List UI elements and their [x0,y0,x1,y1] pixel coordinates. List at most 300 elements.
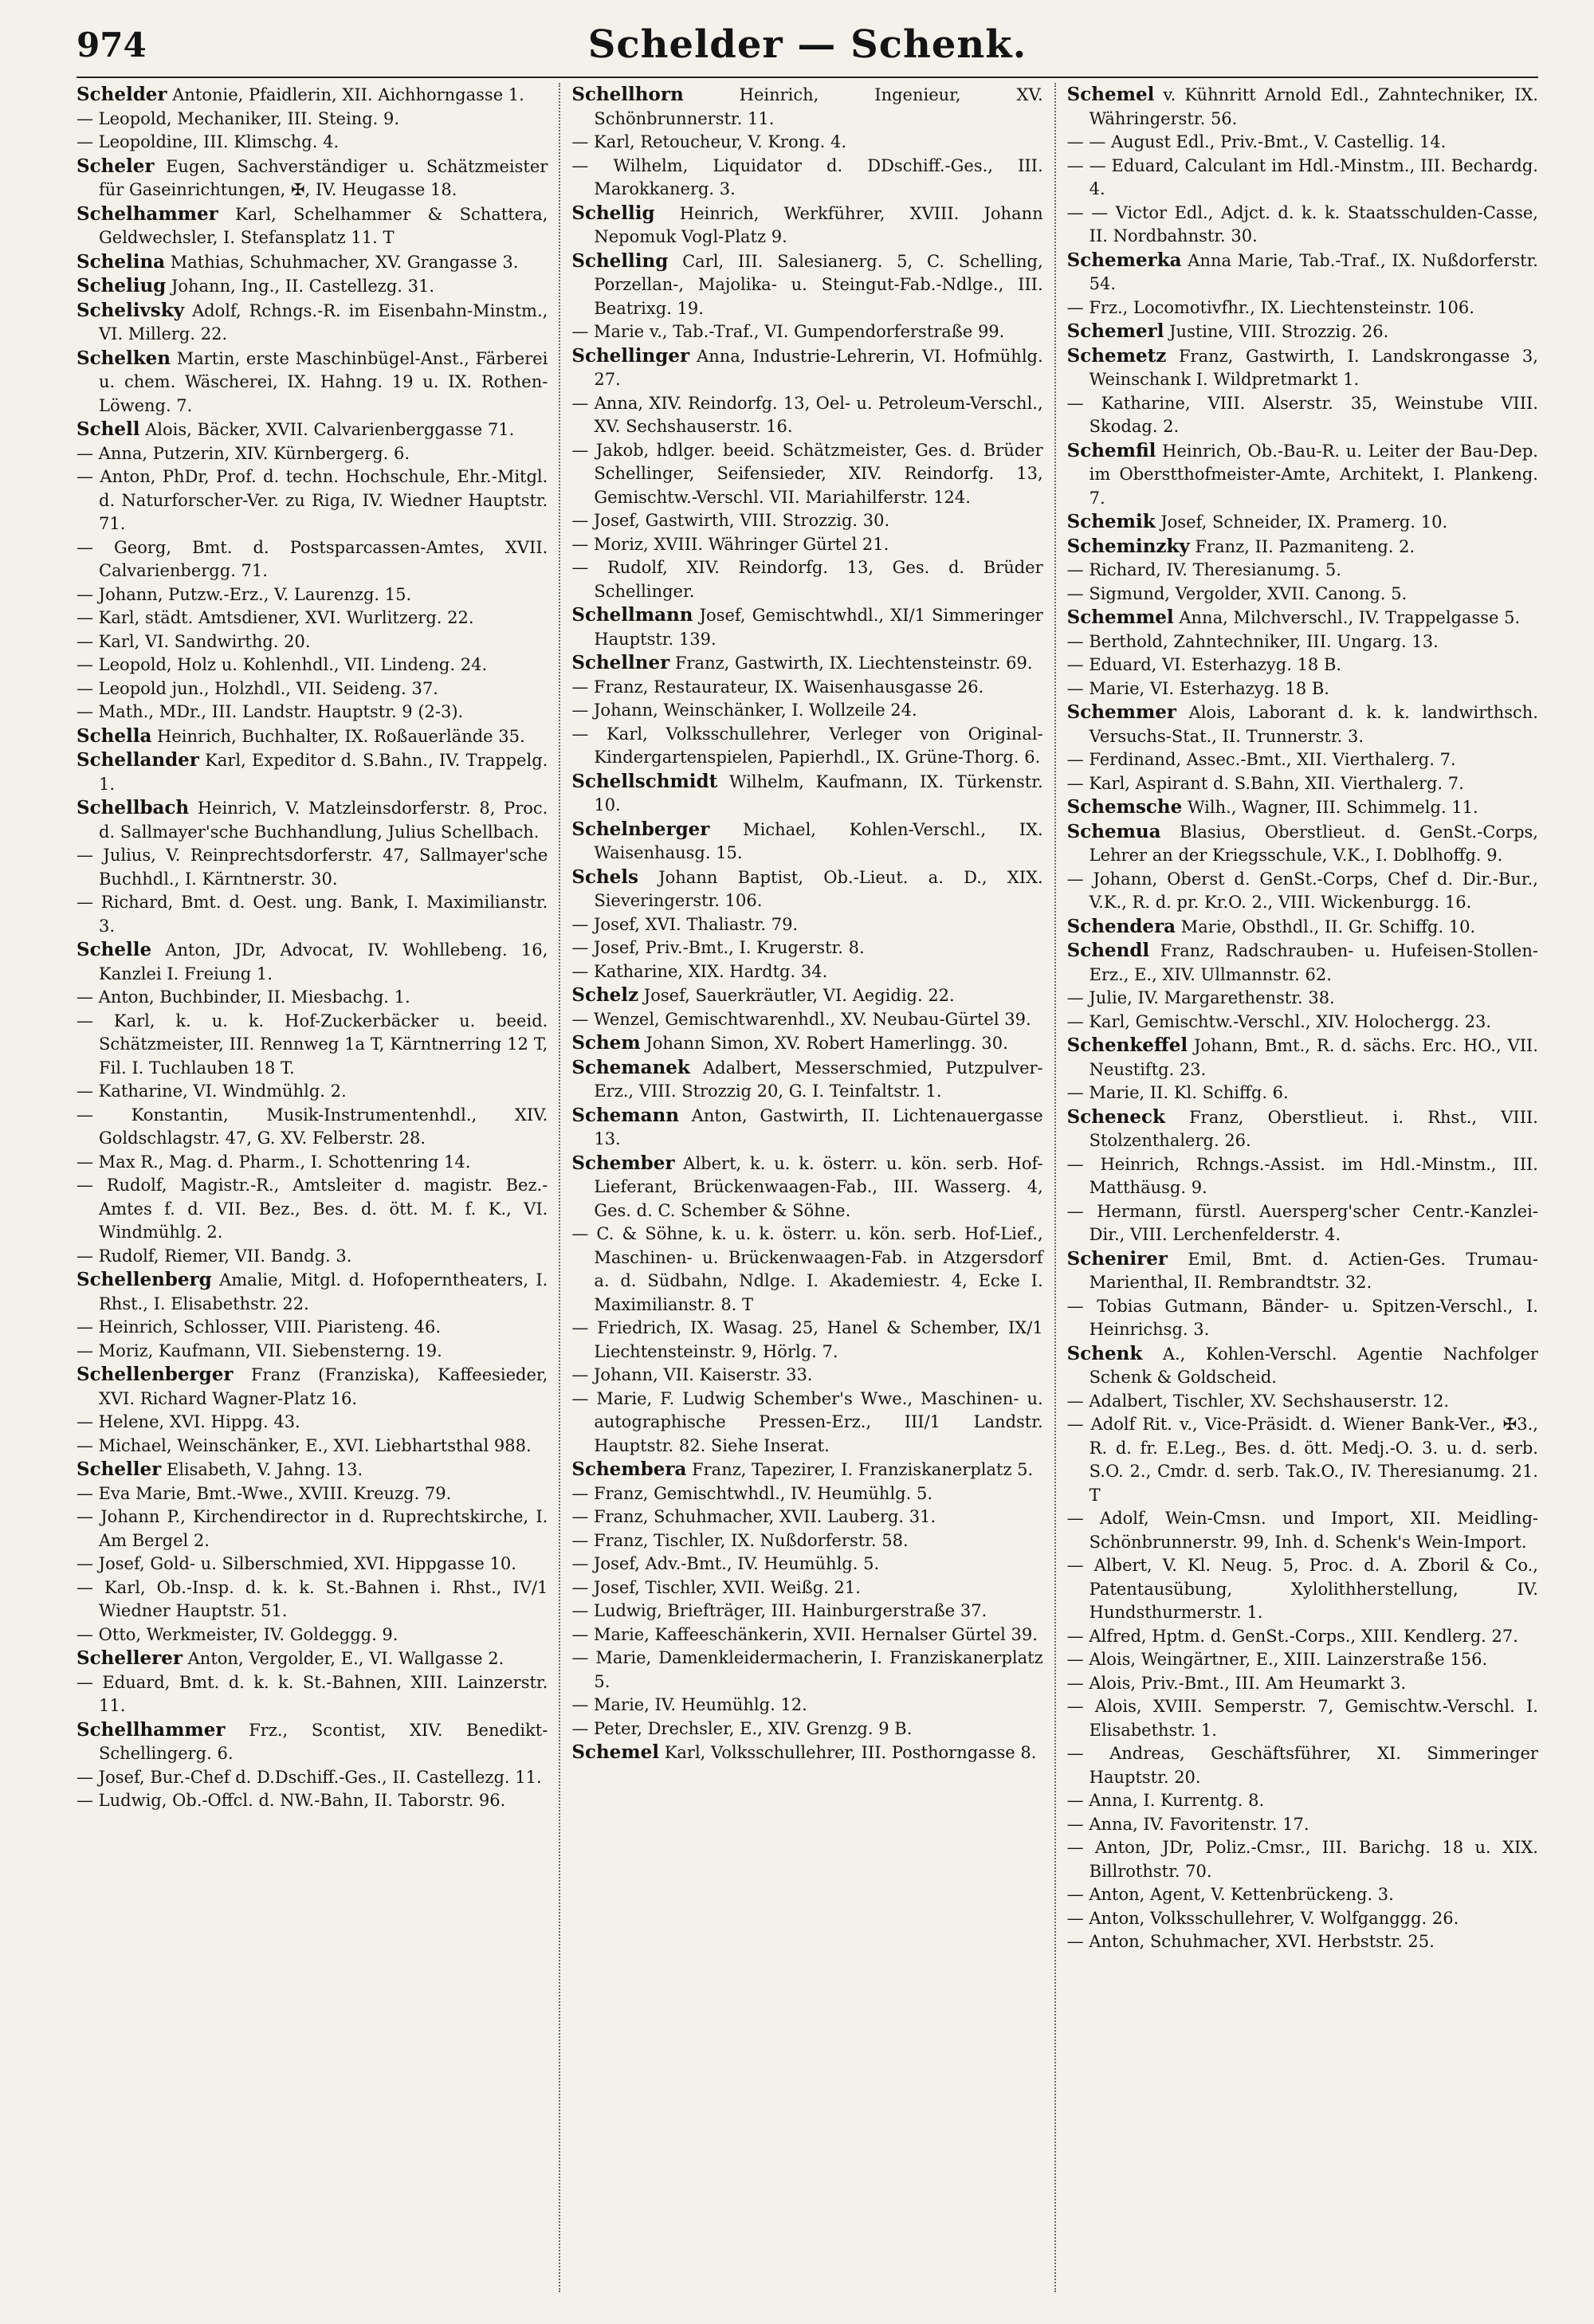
directory-entry [571,1647,1042,1694]
entry-text: Frz., Scontist, XIV. Benedikt-Schellingerg. 6. [99,1720,548,1763]
entry-text: Heinrich, Ob.-Bau-R. u. Leiter der Bau-Dep. im Oberstthofmeister-Amte, Architekt, I. Plankeng. 7. [1089,441,1538,508]
directory-entry [1067,583,1538,607]
directory-entry [77,938,548,986]
entry-surname: Schemua [1066,820,1161,842]
entry-surname: Schelling [571,249,669,272]
directory-entry [1067,1742,1538,1789]
entry-surname: Schelivsky [77,299,185,321]
directory-entry [571,603,1042,651]
directory-entry [1067,1625,1538,1649]
directory-entry [1067,820,1538,868]
entry-text: — Leopoldine, III. Klimschg. 4. [77,132,340,151]
directory-entry [571,699,1042,723]
directory-entry [77,131,548,155]
entry-text: Johann Simon, XV. Robert Hamerlingg. 30. [646,1034,1008,1053]
entry-surname: Schemetz [1066,344,1167,367]
directory-entry [1067,987,1538,1011]
entry-surname: Scheller [77,1458,162,1480]
directory-entry [77,654,548,677]
directory-entry [77,583,548,607]
entry-text: — Wilhelm, Liquidator d. DDschiff.-Ges., III. Marokkanerg. 3. [571,155,1043,198]
entry-text: — Franz, Restaurateur, IX. Waisenhausgasse 26. [571,677,984,697]
directory-entry [1067,939,1538,987]
entry-text: — Anton, Schuhmacher, XVI. Herbststr. 25. [1066,1932,1435,1951]
entry-surname: Schember [571,1152,675,1174]
directory-entry [571,1576,1042,1600]
entry-text: Elisabeth, V. Jahng. 13. [166,1460,363,1479]
entry-text: — Anna, Putzerin, XIV. Kürnbergerg. 6. [77,443,410,463]
entry-text: — Katharine, XIX. Hardtg. 34. [571,961,828,981]
entry-text: — Karl, Aspirant d. S.Bahn, XII. Vierthalerg. 7. [1066,773,1464,793]
directory-entry [77,1363,548,1411]
entry-text: Heinrich, Buchhalter, IX. Roßauerlände 35. [157,726,525,746]
entry-text: — Alois, Priv.-Bmt., III. Am Heumarkt 3. [1066,1673,1407,1693]
entry-text: — Karl, Volksschullehrer, Verleger von Original-Kindergartenspielen, Papierhdl., IX. Grüne-Thorg. 6. [571,724,1043,767]
entry-surname: Schellbach [77,797,190,819]
entry-text: — Alois, XVIII. Semperstr. 7, Gemischtw.-Verschl. I. Elisabethstr. 1. [1066,1697,1538,1740]
entry-surname: Scheneck [1066,1105,1165,1128]
entry-text: — Ludwig, Briefträger, III. Hainburgerstraße 37. [571,1601,987,1620]
directory-entry [571,1388,1042,1458]
entry-text: — Berthold, Zahntechniker, III. Ungarg. 13. [1066,631,1439,651]
directory-entry [1067,1836,1538,1883]
directory-entry [77,1671,548,1718]
entry-text: Anna, Industrie-Lehrerin, VI. Hofmühlg. 27. [594,346,1043,389]
directory-entry [1067,1930,1538,1954]
directory-entry [571,1600,1042,1623]
entry-text: Amalie, Mitgl. d. Hofoperntheaters, I. Rhst., I. Elisabethstr. 22. [99,1270,548,1313]
header-rule [77,77,1538,78]
entry-text: — Adolf Rit. v., Vice-Präsidt. d. Wiener Bank-Ver., ✠3., R. d. fr. E.Leg., Bes. d. ött. Medj.-O. 3. u. d. serb. S.O. 2., Cmdr. d. serb. Tak.O., IV. Theresianumg. 21. T [1066,1415,1538,1505]
entry-text: Alois, Bäcker, XVII. Calvarienberggasse 71. [145,420,515,439]
entry-text: — Alois, Weingärtner, E., XIII. Lainzerstraße 156. [1066,1650,1488,1669]
entry-text: — Josef, Gold- u. Silberschmied, XVI. Hippgasse 10. [77,1554,516,1573]
entry-text: Josef, Gemischtwhdl., XI/1 Simmeringer Hauptstr. 139. [594,606,1043,649]
entry-text: — Katharine, VI. Windmühlg. 2. [77,1082,347,1101]
directory-entry [77,844,548,891]
directory-entry [571,1152,1042,1223]
directory-entry [77,299,548,347]
entry-text: — Eva Marie, Bmt.-Wwe., XVIII. Kreuzg. 79. [77,1483,452,1503]
directory-entry [77,1104,548,1151]
directory-entry [1067,1813,1538,1837]
entry-text: A., Kohlen-Verschl. Agentie Nachfolger Schenk & Goldscheid. [1089,1344,1538,1387]
directory-entry [1067,1507,1538,1554]
entry-text: Justine, VIII. Strozzig. 26. [1169,322,1389,341]
entry-text: — Anton, Buchbinder, II. Miesbachg. 1. [77,987,410,1007]
entry-text: Alois, Laborant d. k. k. landwirthsch. Versuchs-Stat., II. Trunnerstr. 3. [1089,703,1538,746]
directory-entry [77,891,548,938]
directory-entry [77,677,548,701]
page-header [77,22,1538,73]
directory-entry [77,701,548,724]
directory-entry [1067,1648,1538,1672]
entry-text: Adolf, Rchngs.-R. im Eisenbahn-Minstm., VI. Millerg. 22. [99,300,548,343]
directory-entry [571,1056,1042,1104]
entry-text: — Rudolf, Magistr.-R., Amtsleiter d. magistr. Bez.-Amtes f. d. VII. Bez., Bes. d. ött. M. f. K., VI. Windmühlg. 2. [77,1176,548,1242]
directory-entry [1067,83,1538,131]
directory-entry [571,155,1042,202]
entry-text: — Karl, VI. Sandwirthg. 20. [77,631,311,651]
directory-entry [77,202,548,250]
directory-entry [1067,748,1538,772]
entry-surname: Schendera [1066,915,1176,937]
entry-surname: Schenk [1066,1342,1143,1364]
entry-text: Heinrich, Ingenieur, XV. Schönbrunnerstr. 11. [594,85,1043,128]
directory-entry [1067,296,1538,320]
running-head: Schelder — Schenk. [587,22,1027,67]
directory-entry [571,676,1042,700]
entry-surname: Schels [571,866,638,888]
entry-surname: Schemanek [571,1056,690,1078]
column-2 [559,83,1054,2292]
entry-text: — Adalbert, Tischler, XV. Sechshauserstr. 12. [1066,1391,1450,1411]
entry-text: — Georg, Bmt. d. Postsparcassen-Amtes, XVII. Calvarienbergg. 71. [77,537,548,580]
directory-entry [571,1505,1042,1529]
directory-entry [1067,155,1538,202]
directory-entry [571,320,1042,344]
directory-entry [571,651,1042,676]
directory-entry [1067,1011,1538,1034]
directory-entry [571,556,1042,603]
entry-text: Martin, erste Maschinbügel-Anst., Färberei u. chem. Wäscherei, IX. Hahng. 19 u. IX. Rothen-Löweng. 7. [99,348,548,415]
directory-entry [1067,630,1538,654]
entry-text: — — August Edl., Priv.-Bmt., V. Castellig. 14. [1066,132,1447,151]
entry-text: — Franz, Gemischtwhdl., IV. Heumühlg. 5. [571,1483,933,1503]
directory-entry [77,1080,548,1104]
entry-text: — — Victor Edl., Adjct. d. k. k. Staatsschulden-Casse, II. Nordbahnstr. 30. [1066,202,1538,245]
directory-entry [1067,392,1538,439]
entry-text: Wilhelm, Kaufmann, IX. Türkenstr. 10. [594,771,1043,815]
entry-text: Carl, III. Salesianerg. 5, C. Schelling, Porzellan-, Majolika- u. Steingut-Fab.-Ndlge., III. Beatrixg. 19. [594,251,1043,318]
entry-surname: Schellinger [571,344,690,367]
directory-entry [571,131,1042,155]
entry-text: — Richard, IV. Theresianumg. 5. [1066,560,1341,579]
directory-entry [1067,535,1538,559]
entry-text: — Leopold jun., Holzhdl., VII. Seideng. 37. [77,678,438,698]
directory-entry [1067,654,1538,677]
entry-text: — Jakob, hdlger. beeid. Schätzmeister, Ges. d. Brüder Schellinger, Seifensieder, XIV. Reindorfg. 13, Gemischtw.-Verschl. VII. Mariahilferstr. 124. [571,440,1043,507]
directory-entry [77,1576,548,1623]
directory-entry [1067,1153,1538,1200]
entry-text: — Eduard, VI. Esterhazyg. 18 B. [1066,655,1342,674]
entry-text: — Marie, F. Ludwig Schember's Wwe., Maschinen- u. autographische Pressen-Erz., III/1 Landstr. Hauptstr. 82. Siehe Inserat. [571,1388,1043,1455]
directory-entry [77,986,548,1010]
directory-entry [77,1245,548,1269]
directory-entry [77,1411,548,1435]
directory-entry [571,1223,1042,1317]
directory-entry [77,250,548,275]
entry-text: — Anton, PhDr, Prof. d. techn. Hochschule, Ehr.-Mitgl. d. Naturforscher-Ver. zu Riga, IV. Wiedner Hauptstr. 71. [77,467,548,533]
column-1 [77,83,559,2292]
entry-surname: Scheliug [77,275,167,296]
directory-entry [1067,1554,1538,1625]
entry-text: — Hermann, fürstl. Auersperg'scher Centr.-Kanzlei-Dir., VIII. Lerchenfelderstr. 4. [1066,1201,1538,1244]
entry-text: — Marie, IV. Heumühlg. 12. [571,1695,807,1714]
directory-entry [1067,1390,1538,1414]
directory-entry [77,1151,548,1175]
directory-entry [571,249,1042,321]
entry-text: Karl, Expeditor d. S.Bahn., IV. Trappelg. 1. [99,751,548,794]
entry-text: — Karl, Retoucheur, V. Krong. 4. [571,132,847,151]
entry-text: Franz, Gastwirth, IX. Liechtensteinstr. 69. [674,654,1033,673]
entry-surname: Schemel [571,1741,660,1763]
entry-surname: Schellenberger [77,1364,234,1385]
entry-text: — Karl, Gemischtw.-Verschl., XIV. Holochergg. 23. [1066,1011,1492,1031]
entry-text: — Eduard, Bmt. d. k. k. St.-Bahnen, XIII. Lainzerstr. 11. [77,1672,548,1715]
columns [77,83,1538,2292]
directory-entry [571,913,1042,937]
entry-text: — Heinrich, Rchngs.-Assist. im Hdl.-Minstm., III. Matthäusg. 9. [1066,1154,1538,1197]
directory-entry [571,1553,1042,1576]
entry-text: — Josef, XVI. Thaliastr. 79. [571,914,799,934]
directory-entry [571,344,1042,392]
directory-entry [571,770,1042,818]
directory-entry [77,630,548,654]
entry-text: — Johann, Putzw.-Erz., V. Laurenzg. 15. [77,584,412,604]
entry-text: — Marie v., Tab.-Traf., VI. Gumpendorferstraße 99. [571,322,1005,341]
directory-entry [1067,868,1538,915]
entry-surname: Schelnberger [571,818,710,840]
directory-entry [77,442,548,466]
directory-entry [77,1647,548,1671]
directory-entry [1067,510,1538,535]
directory-entry [571,392,1042,439]
directory-entry [1067,772,1538,796]
directory-entry [1067,1789,1538,1813]
directory-entry [571,1317,1042,1364]
entry-text: Franz, Tapezirer, I. Franziskanerplatz 5. [692,1460,1034,1479]
directory-entry [571,1482,1042,1506]
directory-entry [1067,202,1538,249]
entry-text: — Johann, Oberst d. GenSt.-Corps, Chef d. Dir.-Bur., V.K., R. d. pr. Kr.O. 2., VIII. Wickenburgg. 16. [1066,869,1538,912]
entry-text: — Marie, II. Kl. Schiffg. 6. [1066,1083,1289,1102]
entry-text: — Max R., Mag. d. Pharm., I. Schottenring 14. [77,1152,471,1172]
directory-entry [571,1529,1042,1553]
directory-entry [571,1623,1042,1647]
directory-entry [77,465,548,536]
entry-surname: Schembera [571,1458,687,1480]
directory-entry [571,1458,1042,1482]
directory-entry [1067,320,1538,344]
entry-text: — Josef, Bur.-Chef d. D.Dschiff.-Ges., II. Castellezg. 11. [77,1767,542,1787]
directory-entry [77,748,548,796]
entry-text: — Josef, Tischler, XVII. Weißg. 21. [571,1577,861,1597]
directory-entry [77,724,548,749]
entry-text: Josef, Schneider, IX. Pramerg. 10. [1160,512,1448,532]
entry-text: — Marie, Kaffeeschänkerin, XVII. Hernalser Gürtel 39. [571,1624,1038,1644]
entry-text: — Josef, Gastwirth, VIII. Strozzig. 30. [571,511,890,530]
entry-text: Anna, Milchverschl., IV. Trappelgasse 5. [1179,608,1521,627]
entry-text: — Franz, Tischler, IX. Nußdorferstr. 58. [571,1530,909,1550]
entry-text: — Anna, IV. Favoritenstr. 17. [1066,1814,1309,1834]
entry-text: — Sigmund, Vergolder, XVII. Canong. 5. [1066,583,1408,603]
entry-surname: Scheminzky [1066,535,1190,557]
directory-entry [1067,677,1538,701]
directory-entry [77,1458,548,1482]
entry-surname: Schelina [77,250,166,273]
entry-text: Josef, Sauerkräutler, VI. Aegidig. 22. [643,986,955,1005]
entry-text: — Rudolf, XIV. Reindorfg. 13, Ges. d. Brüder Schellinger. [571,558,1043,601]
directory-entry [77,536,548,583]
entry-surname: Schellerer [77,1647,183,1669]
entry-text: Eugen, Sachverständiger u. Schätzmeister für Gaseinrichtungen, ✠, IV. Heugasse 18. [99,156,548,199]
directory-entry [77,347,548,418]
entry-text: — Marie, Damenkleidermacherin, I. Franziskanerplatz 5. [571,1648,1043,1691]
entry-text: — Frz., Locomotivfhr., IX. Liechtensteinstr. 106. [1066,297,1474,317]
entry-text: — Katharine, VIII. Alserstr. 35, Weinstube VIII. Skodag. 2. [1066,393,1538,436]
entry-text: — Adolf, Wein-Cmsn. und Import, XII. Meidling-Schönbrunnerstr. 99, Inh. d. Schenk's Wein-Import. [1066,1509,1538,1552]
entry-text: Michael, Kohlen-Verschl., IX. Waisenhausg. 15. [594,819,1043,862]
entry-text: Anna Marie, Tab.-Traf., IX. Nußdorferstr. 54. [1089,250,1538,293]
entry-text: — — Eduard, Calculant im Hdl.-Minstm., III. Bechardg. 4. [1066,155,1538,198]
directory-entry [571,1717,1042,1741]
entry-surname: Schella [77,724,152,747]
entry-text: v. Kühnritt Arnold Edl., Zahntechniker, IX. Währingerstr. 56. [1089,85,1538,128]
entry-surname: Schellenberg [77,1269,212,1290]
entry-text: — Julius, V. Reinprechtsdorferstr. 47, Sallmayer'sche Buchhdl., I. Kärntnerstr. 30. [77,846,548,889]
directory-entry [571,83,1042,131]
entry-text: — Karl, k. u. k. Hof-Zuckerbäcker u. beeid. Schätzmeister, III. Rennweg 1a T, Kärntnerring 12 T, Fil. I. Tuchlauben 18 T. [77,1011,548,1078]
entry-text: Franz (Franziska), Kaffeesieder, XVI. Richard Wagner-Platz 16. [99,1365,548,1408]
entry-text: Anton, Gastwirth, II. Lichtenauergasse 13. [594,1105,1043,1148]
directory-entry [77,1268,548,1316]
directory-entry [571,1741,1042,1765]
entry-text: — Math., MDr., III. Landstr. Hauptstr. 9 (2-3). [77,702,464,721]
entry-text: — Anna, I. Kurrentg. 8. [1066,1791,1265,1810]
column-3 [1054,83,1538,2292]
entry-text: Johann, Bmt., R. d. sächs. Erc. HO., VII. Neustiftg. 23. [1089,1036,1538,1079]
entry-text: Franz, Oberstlieut. i. Rhst., VIII. Stolzenthalerg. 26. [1089,1107,1538,1150]
directory-entry [1067,1034,1538,1082]
entry-text: — Friedrich, IX. Wasag. 25, Hanel & Schember, IX/1 Liechtensteinstr. 9, Hörlg. 7. [571,1318,1043,1361]
directory-entry [571,533,1042,557]
entry-text: — Otto, Werkmeister, IV. Goldeggg. 9. [77,1624,398,1644]
directory-entry [1067,249,1538,296]
directory-entry [77,83,548,108]
directory-entry [1067,701,1538,748]
entry-surname: Schenirer [1066,1247,1168,1270]
directory-entry [571,509,1042,533]
directory-entry [77,607,548,630]
entry-text: — Helene, XVI. Hippg. 43. [77,1412,300,1431]
directory-entry [77,1435,548,1458]
entry-text: — Rudolf, Riemer, VII. Bandg. 3. [77,1246,352,1266]
directory-entry [571,866,1042,913]
directory-entry [77,1316,548,1340]
directory-entry [1067,1695,1538,1742]
directory-entry [571,1031,1042,1056]
directory-entry [571,723,1042,770]
entry-text: — C. & Söhne, k. u. k. österr. u. kön. serb. Hof-Lief., Maschinen- u. Brückenwaagen-Fab. in Atzgersdorf a. d. Südbahn, Ndlge. I. Akademiestr. 4, Ecke I. Maximilianstr. 8. T [571,1224,1043,1314]
directory-entry [77,1623,548,1647]
entry-text: — Anna, XIV. Reindorfg. 13, Oel- u. Petroleum-Verschl., XV. Sechshauserstr. 16. [571,393,1043,436]
entry-text: — Franz, Schuhmacher, XVII. Lauberg. 31. [571,1507,936,1526]
entry-text: — Ferdinand, Assec.-Bmt., XII. Vierthalerg. 7. [1066,750,1456,769]
directory-entry [77,1718,548,1766]
directory-entry [571,1104,1042,1152]
directory-entry [1067,606,1538,630]
entry-surname: Schellner [571,652,670,673]
directory-entry [77,1505,548,1553]
directory-entry [77,796,548,844]
entry-text: — Johann, Weinschänker, I. Wollzeile 24. [571,701,917,720]
entry-text: Adalbert, Messerschmied, Putzpulver-Erz., VIII. Strozzig 20, G. I. Teinfaltstr. 1. [594,1058,1043,1101]
entry-text: — Konstantin, Musik-Instrumentenhdl., XIV. Goldschlagstr. 47, G. XV. Felberstr. 28. [77,1105,548,1148]
directory-entry [1067,1200,1538,1247]
entry-text: Karl, Volksschullehrer, III. Posthorngasse 8. [664,1743,1037,1762]
entry-surname: Schellhammer [77,1718,226,1741]
directory-entry [1067,439,1538,511]
entry-text: — Anton, JDr, Poliz.-Cmsr., III. Barichg. 18 u. XIX. Billrothstr. 70. [1066,1838,1538,1881]
entry-text: — Michael, Weinschänker, E., XVI. Liebhartsthal 988. [77,1435,532,1455]
entry-surname: Schellschmidt [571,770,718,792]
directory-entry [1067,1672,1538,1696]
entry-surname: Schemmer [1066,701,1177,723]
entry-text: — Marie, VI. Esterhazyg. 18 B. [1066,678,1329,698]
entry-text: — Anton, Agent, V. Kettenbrückeng. 3. [1066,1885,1394,1904]
directory-entry [571,1364,1042,1388]
directory-entry [77,1482,548,1506]
entry-text: — Johann P., Kirchendirector in d. Ruprechtskirche, I. Am Bergel 2. [77,1507,548,1550]
directory-entry [1067,1907,1538,1931]
directory-entry [571,202,1042,249]
entry-text: Wilh., Wagner, III. Schimmelg. 11. [1187,798,1478,817]
entry-surname: Schelken [77,347,171,369]
entry-text: — Moriz, Kaufmann, VII. Siebensterng. 19. [77,1341,442,1360]
entry-surname: Schemann [571,1104,679,1126]
entry-text: — Julie, IV. Margarethenstr. 38. [1066,988,1335,1007]
entry-surname: Schendl [1066,940,1150,961]
entry-surname: Schemik [1066,511,1156,532]
directory-entry [571,1694,1042,1717]
entry-text: — Peter, Drechsler, E., XIV. Grenzg. 9 B. [571,1718,913,1738]
entry-text: — Josef, Priv.-Bmt., I. Krugerstr. 8. [571,938,865,957]
directory-entry [1067,1883,1538,1907]
entry-text: Anton, JDr, Advocat, IV. Wohllebeng. 16, Kanzlei I. Freiung 1. [99,940,548,983]
directory-entry [77,418,548,442]
entry-text: Anton, Vergolder, E., VI. Wallgasse 2. [187,1649,505,1668]
entry-text: — Andreas, Geschäftsführer, XI. Simmeringer Hauptstr. 20. [1066,1744,1538,1787]
entry-text: Johann Baptist, Ob.-Lieut. a. D., XIX. Sieveringerstr. 106. [594,867,1043,910]
entry-surname: Schenkeffel [1066,1034,1188,1056]
directory-entry [1067,795,1538,820]
entry-surname: Schemerka [1066,249,1182,271]
entry-text: — Richard, Bmt. d. Oest. ung. Bank, I. Maximilianstr. 3. [77,893,548,936]
directory-entry [571,1008,1042,1032]
directory-entry [571,983,1042,1008]
entry-surname: Schellhorn [571,84,684,105]
entry-text: — Karl, Ob.-Insp. d. k. k. St.-Bahnen i. Rhst., IV/1 Wiedner Hauptstr. 51. [77,1577,548,1620]
directory-entry [77,108,548,132]
entry-surname: Schell [77,418,140,440]
directory-entry [1067,1247,1538,1295]
directory-entry [1067,559,1538,583]
directory-entry [1067,131,1538,155]
entry-surname: Scheler [77,155,155,177]
entry-surname: Schellmann [571,604,693,626]
directory-entry [1067,1082,1538,1105]
entry-text: Marie, Obsthdl., II. Gr. Schiffg. 10. [1180,917,1476,936]
directory-entry [77,1789,548,1813]
entry-text: — Wenzel, Gemischtwarenhdl., XV. Neubau-Gürtel 39. [571,1009,1031,1029]
entry-text: — Anton, Volksschullehrer, V. Wolfganggg. 26. [1066,1908,1459,1928]
entry-text: — Leopold, Mechaniker, III. Steing. 9. [77,108,400,128]
entry-surname: Schelz [571,984,639,1006]
directory-entry [1067,1413,1538,1507]
entry-surname: Schemsche [1066,796,1183,818]
directory-entry [1067,915,1538,940]
